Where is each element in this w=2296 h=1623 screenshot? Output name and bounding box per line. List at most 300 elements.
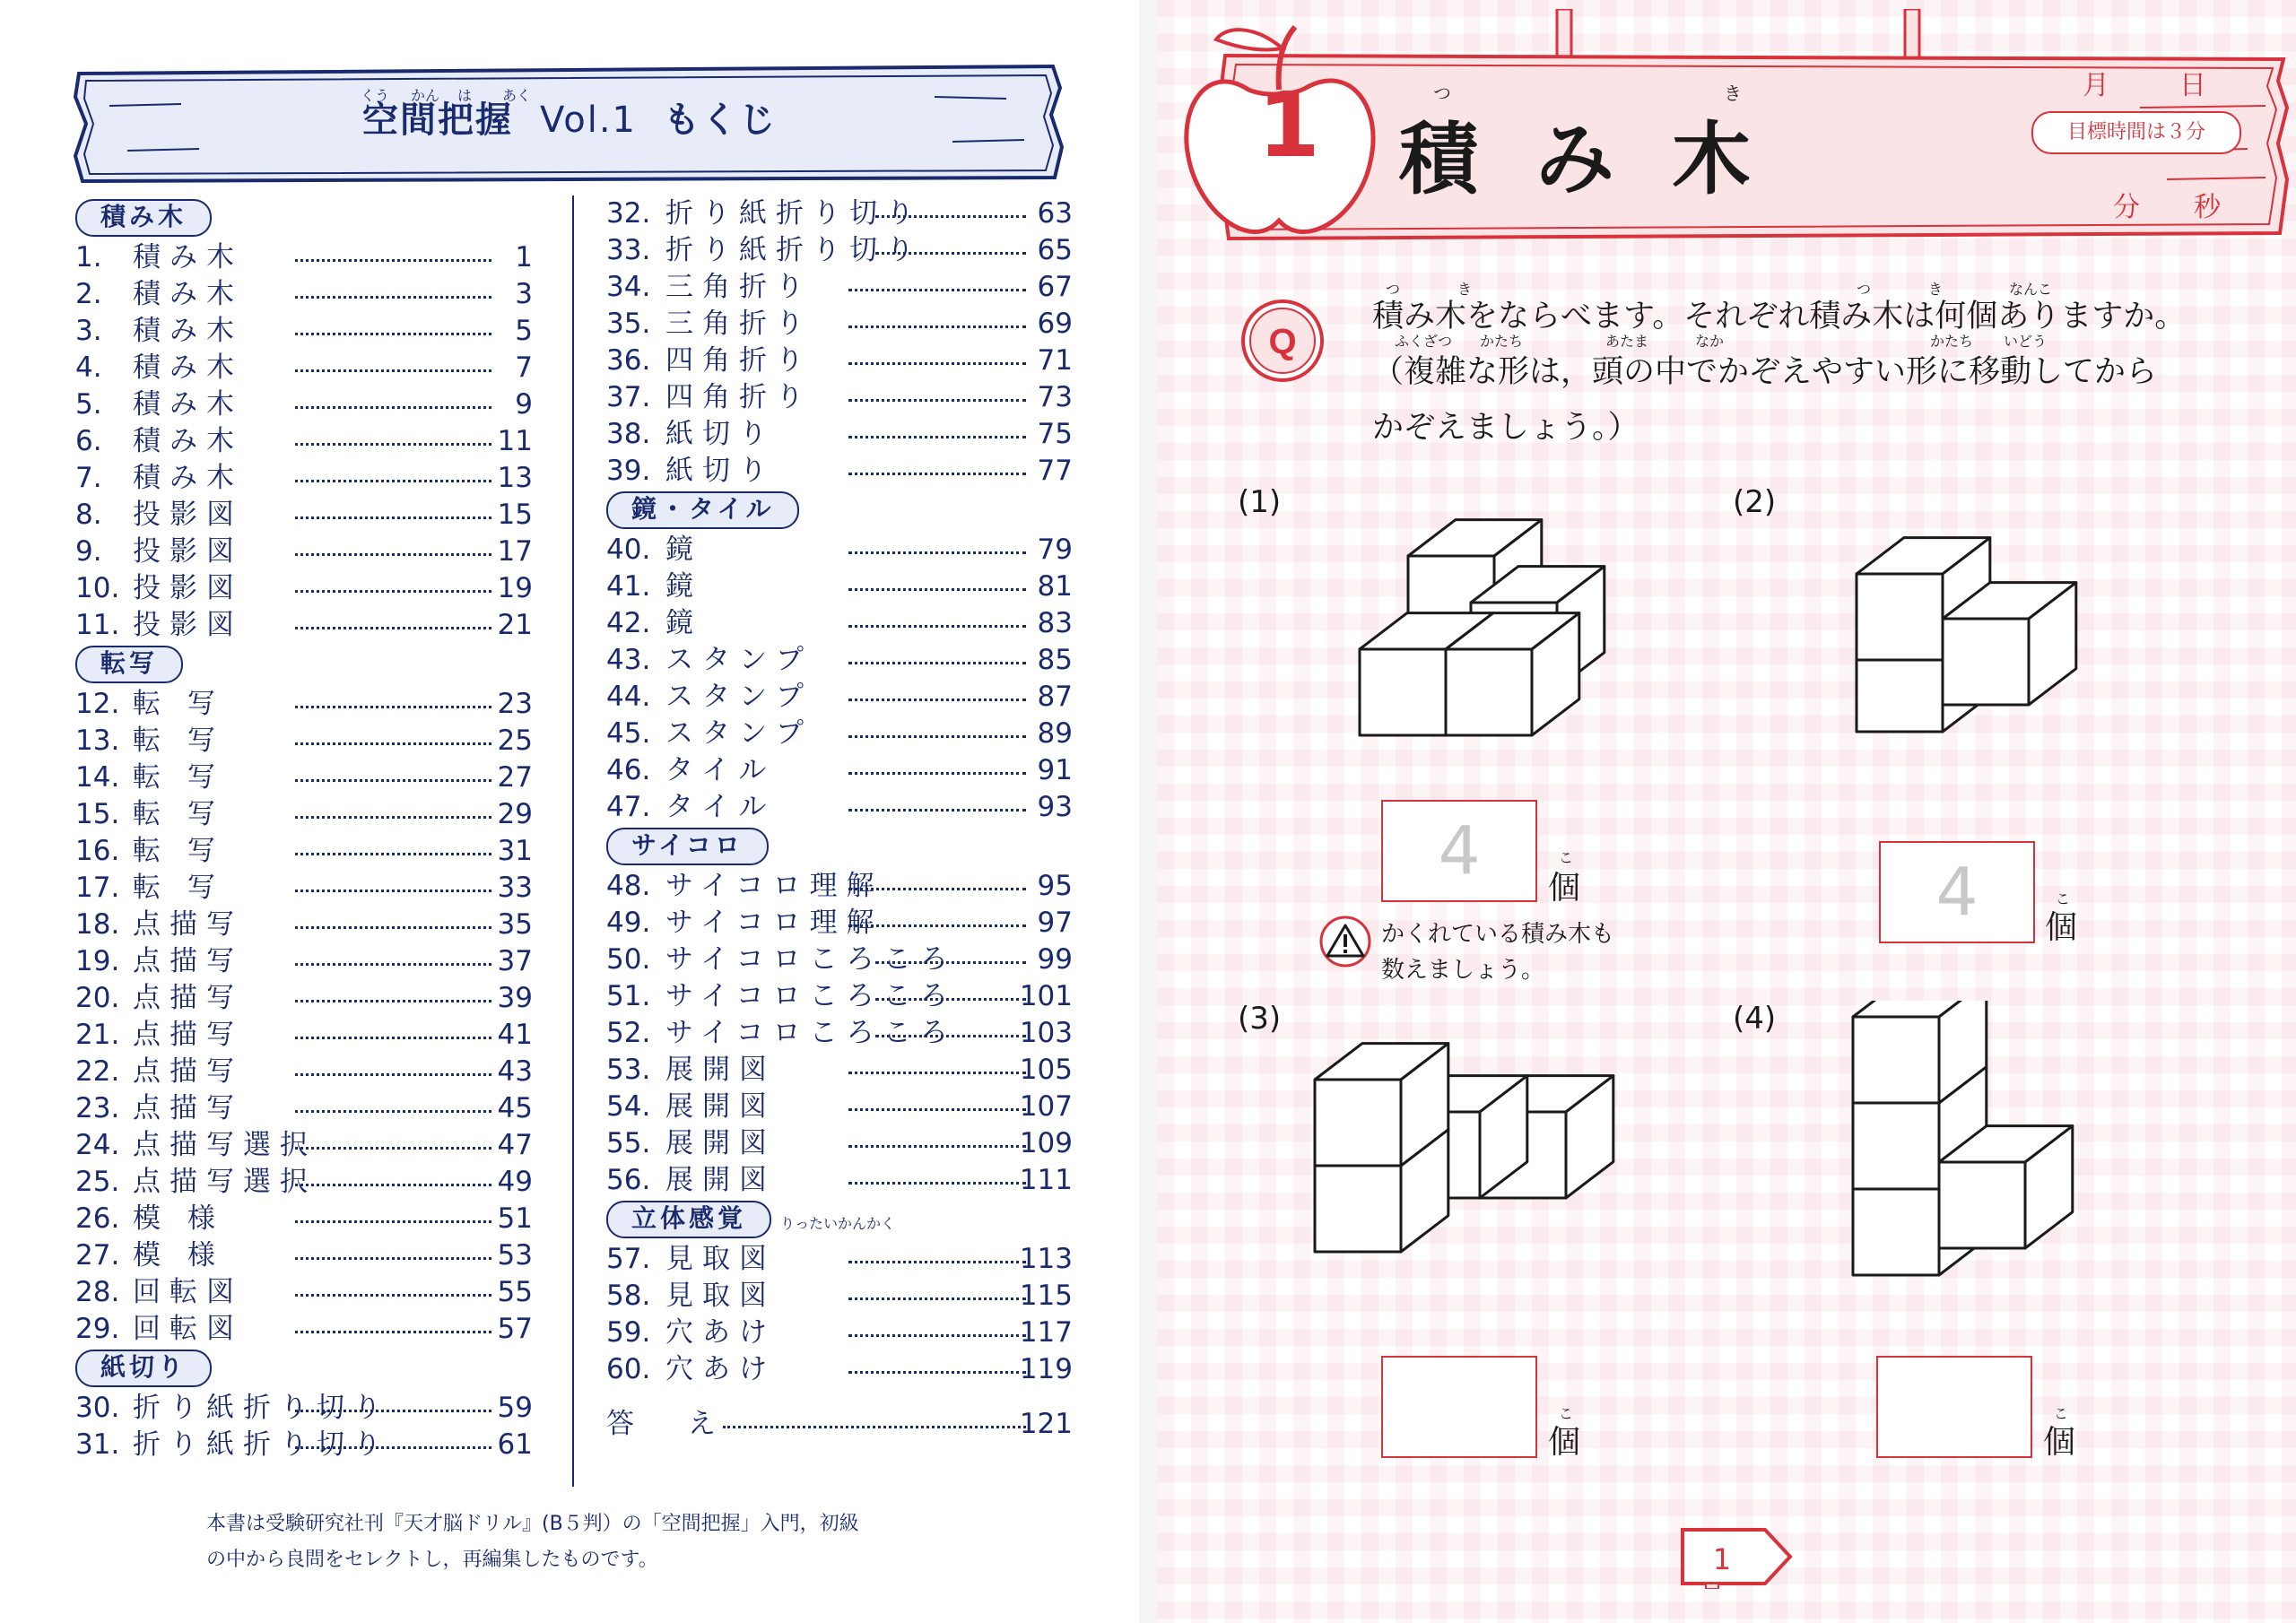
toc-entry-number: 29. xyxy=(75,1313,120,1345)
toc-entry-page: 93 xyxy=(1037,791,1073,823)
toc-leader-dots xyxy=(875,252,1026,255)
toc-entry[interactable] xyxy=(606,752,1073,789)
toc-entry-page: 91 xyxy=(1037,754,1073,786)
toc-entry-title: 転 写 xyxy=(133,761,224,794)
toc-entry-page: 9 xyxy=(515,388,533,421)
toc-entry-title: タイル xyxy=(665,754,776,786)
toc-entry[interactable] xyxy=(75,460,533,497)
warning-line-2: 数えましょう。 xyxy=(1381,957,1545,984)
toc-entry-title: 紙切り xyxy=(665,455,776,487)
toc-entry-title: 点描写 xyxy=(133,1092,243,1124)
toc-entry[interactable] xyxy=(75,497,533,534)
toc-entry[interactable] xyxy=(75,534,533,570)
toc-entry-page: 37 xyxy=(497,945,533,977)
toc-leader-dots xyxy=(295,553,491,556)
toc-leader-dots xyxy=(848,473,1026,475)
toc-entry-page: 13 xyxy=(497,462,533,494)
toc-entry-page: 87 xyxy=(1037,681,1073,713)
toc-entry-number: 57. xyxy=(606,1243,651,1275)
toc-entry-number: 38. xyxy=(606,418,651,450)
toc-entry[interactable] xyxy=(75,870,533,907)
toc-leader-dots xyxy=(295,963,491,966)
toc-section-label: 立体感覚 xyxy=(606,1201,771,1238)
toc-entry-title: 回転図 xyxy=(133,1313,243,1345)
toc-entry[interactable] xyxy=(75,796,533,833)
toc-leader-dots xyxy=(295,926,491,929)
warning-icon xyxy=(1318,915,1372,968)
unit-2: 個 xyxy=(2045,909,2078,946)
toc-entry[interactable] xyxy=(606,1125,1073,1162)
toc-entry-page: 41 xyxy=(497,1019,533,1051)
unit-3: 個 xyxy=(1548,1424,1581,1461)
toc-entry-title: 展開図 xyxy=(665,1127,776,1159)
toc-entry-number: 7. xyxy=(75,462,102,494)
toc-entry[interactable] xyxy=(75,1274,533,1311)
toc-entry-number: 25. xyxy=(75,1166,120,1198)
toc-leader-dots xyxy=(295,443,491,446)
toc-leader-dots xyxy=(295,1446,491,1449)
toc-entry-number: 4. xyxy=(75,352,102,384)
toc-entry-number: 3. xyxy=(75,315,102,347)
toc-entry-title: 積み木 xyxy=(133,388,243,421)
toc-note-line1: 本書は受験研究社刊『天才脳ドリル』(B５判）の「空間把握」入門，初級 xyxy=(206,1513,859,1535)
toc-entry-number: 44. xyxy=(606,681,651,713)
toc-entry-page: 7 xyxy=(515,352,533,384)
toc-entry-title: 折り紙折り切り xyxy=(133,1428,390,1461)
toc-entry-number: 47. xyxy=(606,791,651,823)
toc-leader-dots xyxy=(848,809,1026,812)
toc-leader-dots xyxy=(848,1072,1026,1074)
toc-entry-page: 45 xyxy=(497,1092,533,1124)
question-line-1: 積み木をならべます。それぞれ積み木は何個ありますか。 xyxy=(1372,299,2187,334)
toc-entry-title: サイコロころころ xyxy=(665,980,957,1012)
toc-entry-page: 103 xyxy=(1019,1017,1073,1049)
toc-entry[interactable] xyxy=(75,1427,533,1463)
toc-entry-number: 41. xyxy=(606,570,651,603)
toc-entry-title: 投影図 xyxy=(133,499,243,531)
toc-entry-page: 79 xyxy=(1037,534,1073,566)
toc-entry[interactable] xyxy=(75,1054,533,1090)
toc-leader-dots xyxy=(295,1294,491,1297)
toc-page xyxy=(0,0,1139,1623)
toc-entry[interactable] xyxy=(606,453,1073,490)
toc-entry-number: 11. xyxy=(75,609,120,641)
q-ruby-ki2: き xyxy=(1928,281,1944,298)
answer-box-2[interactable] xyxy=(1879,841,2035,943)
q-ruby-idou: いどう xyxy=(2004,333,2048,350)
toc-entry-number: 42. xyxy=(606,607,651,639)
toc-entry-page: 15 xyxy=(497,499,533,531)
toc-entry-number: 26. xyxy=(75,1202,120,1235)
toc-entry-page: 67 xyxy=(1037,271,1073,303)
toc-entry-title: 積み木 xyxy=(133,352,243,384)
toc-entry-number: 13. xyxy=(75,725,120,757)
problem-1-label: (1) xyxy=(1238,484,1282,520)
toc-entry[interactable] xyxy=(75,570,533,607)
toc-entry-title: 展開図 xyxy=(665,1090,776,1123)
toc-entry-title: スタンプ xyxy=(665,717,813,750)
toc-column-1 xyxy=(75,197,533,1463)
toc-entry-number: 31. xyxy=(75,1428,120,1461)
toc-entry-title: 点描写選択 xyxy=(133,1166,317,1198)
toc-entry-title: タイル xyxy=(665,791,776,823)
toc-entry-number: 58. xyxy=(606,1280,651,1312)
toc-section-label: サイコロ xyxy=(606,828,769,865)
toc-leader-dots xyxy=(295,853,491,855)
toc-entry-number: 2. xyxy=(75,278,102,310)
toc-entry[interactable] xyxy=(606,195,1073,232)
toc-leader-dots xyxy=(848,289,1026,291)
toc-entry[interactable] xyxy=(75,423,533,460)
toc-leader-dots xyxy=(295,1331,491,1333)
toc-entry[interactable] xyxy=(606,868,1073,905)
toc-entry[interactable] xyxy=(606,1052,1073,1089)
toc-entry[interactable] xyxy=(75,607,533,644)
toc-entry-number: 14. xyxy=(75,761,120,794)
toc-entry[interactable] xyxy=(75,239,533,276)
toc-leader-dots xyxy=(295,706,491,708)
title-ruby-3: は xyxy=(457,87,473,104)
toc-section-header xyxy=(75,1348,533,1390)
toc-entry-page: 111 xyxy=(1019,1164,1073,1196)
toc-leader-dots xyxy=(295,1410,491,1412)
toc-leader-dots xyxy=(295,627,491,629)
unit-ruby-2: こ xyxy=(2056,890,2071,907)
toc-leader-dots xyxy=(295,333,491,335)
toc-entry-page: 17 xyxy=(497,535,533,568)
toc-entry-title: サイコロ理解 xyxy=(665,870,883,902)
toc-entry-title: 鏡 xyxy=(665,607,702,639)
toc-entry-title: 折り紙折り切り xyxy=(665,197,923,230)
toc-entry-title: 投影図 xyxy=(133,609,243,641)
toc-section-label: 転写 xyxy=(75,646,183,683)
toc-entry-number: 1. xyxy=(75,241,102,273)
unit-ruby-4: こ xyxy=(2054,1405,2069,1422)
toc-entry-number: 15. xyxy=(75,798,120,830)
toc-entry-page: 47 xyxy=(497,1129,533,1161)
toc-entry-page: 105 xyxy=(1019,1054,1073,1086)
toc-entry[interactable] xyxy=(606,306,1073,343)
toc-section-header xyxy=(606,1199,1073,1241)
toc-entry-number: 43. xyxy=(606,644,651,676)
toc-entry[interactable] xyxy=(606,1241,1073,1278)
toc-entry[interactable] xyxy=(75,759,533,796)
toc-entry-title: 積み木 xyxy=(133,462,243,494)
toc-entry-title: 穴あけ xyxy=(665,1353,776,1385)
toc-entry-number: 28. xyxy=(75,1276,120,1308)
toc-entry-title: サイコロ理解 xyxy=(665,907,883,939)
toc-entry[interactable] xyxy=(75,943,533,980)
toc-entry-title: 点描写 xyxy=(133,1019,243,1051)
toc-entry[interactable] xyxy=(75,276,533,313)
toc-entry-title: 三角折り xyxy=(665,271,813,303)
toc-entry[interactable] xyxy=(606,905,1073,942)
toc-entry-number: 30. xyxy=(75,1392,120,1424)
toc-entry[interactable] xyxy=(75,1201,533,1237)
toc-entry-number: 18. xyxy=(75,908,120,941)
toc-entry[interactable] xyxy=(75,350,533,386)
question-icon xyxy=(1238,296,1327,386)
question-line-2: （複雑な形は，頭の中でかぞえやすい形に移動してから xyxy=(1372,354,2158,390)
toc-entry[interactable] xyxy=(606,568,1073,605)
toc-entry-number: 51. xyxy=(606,980,651,1012)
toc-entry-number: 6. xyxy=(75,425,102,457)
toc-entry-page: 81 xyxy=(1037,570,1073,603)
toc-leader-dots xyxy=(875,1035,1026,1037)
toc-entry-number: 39. xyxy=(606,455,651,487)
q-ruby-fukuzatsu: ふくざつ xyxy=(1395,333,1453,350)
toc-entry-page: 69 xyxy=(1037,308,1073,340)
cube-figure-1 xyxy=(1345,502,1632,771)
title-ruby-2: かん xyxy=(411,87,440,104)
toc-entry-page: 11 xyxy=(497,425,533,457)
warning-text xyxy=(1381,916,1614,988)
q-ruby-katachi1: かたち xyxy=(1480,333,1524,350)
toc-section-header xyxy=(75,197,533,239)
toc-leader-dots xyxy=(848,924,1026,927)
toc-entry[interactable] xyxy=(606,942,1073,978)
toc-section-label: 鏡・タイル xyxy=(606,491,799,529)
toc-entry-page: 109 xyxy=(1019,1127,1073,1159)
toc-leader-dots xyxy=(848,588,1026,591)
answer-4-value xyxy=(1878,1358,2031,1456)
toc-entry[interactable] xyxy=(75,1127,533,1164)
toc-entry-page: 1 xyxy=(515,241,533,273)
toc-leader-dots xyxy=(295,742,491,745)
toc-entry-number: 40. xyxy=(606,534,651,566)
toc-leader-dots xyxy=(295,816,491,819)
toc-entry-page: 73 xyxy=(1037,381,1073,413)
toc-entry-page: 3 xyxy=(515,278,533,310)
toc-entry-title: 模 様 xyxy=(133,1239,224,1271)
toc-entry-page: 89 xyxy=(1037,717,1073,750)
toc-entry[interactable] xyxy=(75,980,533,1017)
toc-entry[interactable] xyxy=(606,1015,1073,1052)
toc-entry[interactable] xyxy=(606,716,1073,752)
toc-leader-dots xyxy=(295,890,491,892)
toc-entry-title: 点描写 xyxy=(133,945,243,977)
toc-leader-dots xyxy=(295,1184,491,1186)
toc-entry-page: 63 xyxy=(1037,197,1073,230)
toc-entry[interactable] xyxy=(75,1090,533,1127)
answer-box-3[interactable] xyxy=(1381,1356,1537,1458)
toc-entry-number: 23. xyxy=(75,1092,120,1124)
toc-entry-title: 転 写 xyxy=(133,835,224,867)
toc-entry[interactable] xyxy=(75,313,533,350)
toc-entry-number: 20. xyxy=(75,982,120,1014)
toc-title-main: 空間把握 xyxy=(361,100,513,141)
toc-leader-dots xyxy=(848,551,1026,554)
toc-entry-title: 点描写 xyxy=(133,1055,243,1088)
toc-entry-title: 積み木 xyxy=(133,241,243,273)
toc-entry-title: 点描写選択 xyxy=(133,1129,317,1161)
toc-entry-number: 36. xyxy=(606,344,651,377)
toc-leader-dots xyxy=(848,362,1026,365)
toc-entry-number: 53. xyxy=(606,1054,651,1086)
toc-entry-page: 31 xyxy=(497,835,533,867)
toc-entry[interactable] xyxy=(75,386,533,423)
toc-entry-number: 22. xyxy=(75,1055,120,1088)
toc-entry-title: 転 写 xyxy=(133,798,224,830)
q-ruby-nanko: なんこ xyxy=(2009,281,2053,298)
q-ruby-tsu1: つ xyxy=(1386,281,1401,298)
toc-leader-dots xyxy=(848,1261,1026,1263)
toc-entry[interactable] xyxy=(606,789,1073,826)
toc-entry-number: 45. xyxy=(606,717,651,750)
toc-entry-page: 107 xyxy=(1019,1090,1073,1123)
toc-entry-title: 鏡 xyxy=(665,534,702,566)
target-time-badge: 目標時間は３分 xyxy=(2031,111,2241,154)
toc-column-2 xyxy=(606,195,1073,1443)
toc-entry-title: 折り紙折り切り xyxy=(133,1392,390,1424)
problem-3-label: (3) xyxy=(1238,1001,1282,1037)
toc-title xyxy=(74,91,1065,143)
toc-entry[interactable] xyxy=(75,1164,533,1201)
toc-section-header xyxy=(606,490,1073,532)
second-label: 秒 xyxy=(2194,192,2221,223)
toc-leader-dots xyxy=(848,735,1026,738)
answer-box-4[interactable] xyxy=(1876,1356,2032,1458)
toc-entry-number: 34. xyxy=(606,271,651,303)
toc-leader-dots xyxy=(295,1220,491,1223)
toc-entry[interactable] xyxy=(75,723,533,759)
toc-entry[interactable] xyxy=(606,232,1073,269)
cube-figure-4 xyxy=(1839,1001,2126,1288)
toc-entry-number: 37. xyxy=(606,381,651,413)
toc-entry-page: 39 xyxy=(497,982,533,1014)
month-label: 月 xyxy=(2083,70,2109,101)
toc-entry[interactable] xyxy=(75,1017,533,1054)
toc-entry[interactable] xyxy=(606,1089,1073,1125)
toc-entry-title: スタンプ xyxy=(665,681,813,713)
toc-entry[interactable] xyxy=(606,532,1073,568)
question-line-3: かぞえましょう。） xyxy=(1372,410,1639,446)
toc-entry[interactable] xyxy=(75,833,533,870)
title-ruby-4: あく xyxy=(502,87,532,104)
toc-entry-title: 三角折り xyxy=(665,308,813,340)
toc-leader-dots xyxy=(848,399,1026,402)
toc-entry-page: 19 xyxy=(497,572,533,604)
toc-entry[interactable] xyxy=(606,343,1073,379)
toc-entry-title: 積み木 xyxy=(133,278,243,310)
toc-entry-number: 48. xyxy=(606,870,651,902)
toc-entry[interactable] xyxy=(606,1351,1073,1388)
toc-entry-number: 32. xyxy=(606,197,651,230)
minute-label: 分 xyxy=(2113,192,2140,223)
toc-entry[interactable] xyxy=(606,1162,1073,1199)
toc-entry[interactable] xyxy=(75,686,533,723)
warning-line-1: かくれている積み木も xyxy=(1381,921,1615,948)
toc-entry[interactable] xyxy=(606,605,1073,642)
problem-2-label: (2) xyxy=(1733,484,1777,520)
toc-entry-title: サイコロころころ xyxy=(665,1017,957,1049)
toc-entry-page: 21 xyxy=(497,609,533,641)
toc-entry-number: 33. xyxy=(606,234,651,266)
toc-entry-title: サイコロころころ xyxy=(665,943,957,976)
toc-entry-number: 8. xyxy=(75,499,102,531)
toc-title-vol: Vol.1 xyxy=(539,100,637,141)
toc-leader-dots xyxy=(295,1110,491,1113)
toc-entry-number: 5. xyxy=(75,388,102,421)
toc-entry[interactable] xyxy=(75,1390,533,1427)
toc-leader-dots xyxy=(875,215,1026,218)
toc-entry[interactable] xyxy=(606,379,1073,416)
answer-box-1[interactable] xyxy=(1381,800,1537,902)
toc-leader-dots xyxy=(295,296,491,299)
toc-leader-dots xyxy=(848,1371,1026,1374)
toc-entry-title: 四角折り xyxy=(665,344,813,377)
toc-entry-title: 点描写 xyxy=(133,982,243,1014)
toc-entry-title: 積み木 xyxy=(133,315,243,347)
toc-entry-number: 59. xyxy=(606,1316,651,1349)
q-ruby-tsu2: つ xyxy=(1857,281,1872,298)
toc-entry-page: 5 xyxy=(515,315,533,347)
toc-entry-title: 模 様 xyxy=(133,1202,224,1235)
toc-leader-dots xyxy=(295,369,491,372)
toc-entry-number: 21. xyxy=(75,1019,120,1051)
toc-answer-entry[interactable] xyxy=(606,1406,1073,1443)
lesson-title-ruby-ki: き xyxy=(1724,82,1742,104)
toc-entry[interactable] xyxy=(75,1311,533,1348)
toc-entry[interactable] xyxy=(606,416,1073,453)
toc-entry-page: 99 xyxy=(1037,943,1073,976)
toc-entry[interactable] xyxy=(606,642,1073,679)
toc-leader-dots xyxy=(848,662,1026,664)
toc-entry-page: 51 xyxy=(497,1202,533,1235)
toc-leader-dots xyxy=(848,325,1026,328)
toc-entry-number: 19. xyxy=(75,945,120,977)
toc-entry-page: 23 xyxy=(497,688,533,720)
toc-entry-page: 53 xyxy=(497,1239,533,1271)
toc-entry-page: 115 xyxy=(1019,1280,1073,1312)
toc-leader-dots xyxy=(848,1298,1026,1300)
toc-entry-page: 97 xyxy=(1037,907,1073,939)
toc-entry-title: 鏡 xyxy=(665,570,702,603)
toc-entry[interactable] xyxy=(606,1278,1073,1315)
day-label: 日 xyxy=(2179,70,2206,101)
toc-entry-page: 55 xyxy=(497,1276,533,1308)
unit-1: 個 xyxy=(1548,870,1581,907)
toc-entry-number: 50. xyxy=(606,943,651,976)
toc-leader-dots xyxy=(875,998,1026,1001)
toc-entry-page: 77 xyxy=(1037,455,1073,487)
toc-entry[interactable] xyxy=(606,978,1073,1015)
toc-entry-title: スタンプ xyxy=(665,644,813,676)
toc-entry-number: 54. xyxy=(606,1090,651,1123)
toc-entry-page: 121 xyxy=(1019,1408,1073,1440)
toc-entry-page: 117 xyxy=(1019,1316,1073,1349)
toc-entry-number: 60. xyxy=(606,1353,651,1385)
toc-leader-dots xyxy=(295,480,491,482)
toc-entry-title: 展開図 xyxy=(665,1164,776,1196)
toc-entry-page: 71 xyxy=(1037,344,1073,377)
cube-figure-2 xyxy=(1839,520,2126,771)
q-ruby-naka: なか xyxy=(1695,333,1725,350)
toc-entry[interactable] xyxy=(606,679,1073,716)
lesson-title: 積み木 xyxy=(1399,113,1809,205)
toc-entry[interactable] xyxy=(75,1237,533,1274)
toc-entry[interactable] xyxy=(75,907,533,943)
toc-entry-title: 四角折り xyxy=(665,381,813,413)
toc-entry[interactable] xyxy=(606,269,1073,306)
toc-entry[interactable] xyxy=(606,1315,1073,1351)
toc-section-header xyxy=(606,826,1073,868)
question-icon-letter: Q xyxy=(1268,322,1297,361)
toc-entry-title: 投影図 xyxy=(133,572,243,604)
lesson-title-ruby-tsu: つ xyxy=(1433,82,1451,104)
toc-entry-number: 55. xyxy=(606,1127,651,1159)
toc-entry-page: 33 xyxy=(497,872,533,904)
